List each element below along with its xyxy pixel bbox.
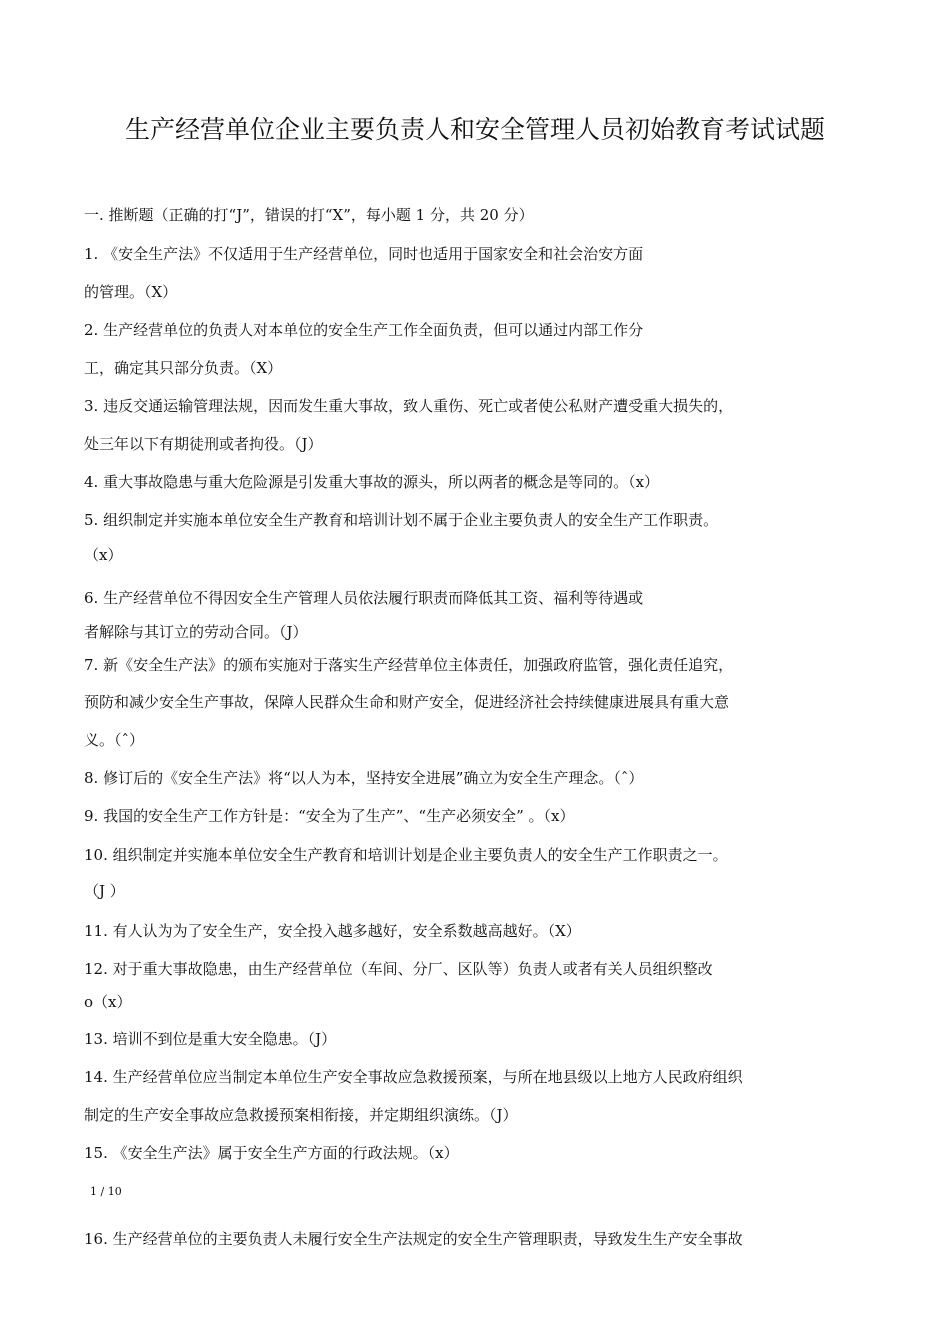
section-heading: 一. 推断题（正确的打“J”，错误的打“X”，每小题 1 分，共 20 分） (84, 206, 534, 224)
question-line: 6. 生产经营单位不得因安全生产管理人员依法履行职责而降低其工资、福利等待遇或 (84, 589, 644, 607)
question-line: 5. 组织制定并实施本单位安全生产教育和培训计划不属于企业主要负责人的安全生产工作职责。 (84, 511, 719, 529)
question-line: 14. 生产经营单位应当制定本单位生产安全事故应急救援预案，与所在地县级以上地方人民政府组织 (84, 1068, 743, 1086)
question-line: 9. 我国的安全生产工作方针是：“安全为了生产”、“生产必须安全” 。（x） (84, 807, 575, 825)
question-line: 13. 培训不到位是重大安全隐患。（J） (84, 1030, 337, 1048)
question-line: 工，确定其只部分负责。（X） (84, 359, 283, 377)
question-line: 的管理。（X） (84, 283, 178, 301)
question-line: 16. 生产经营单位的主要负责人未履行安全生产法规定的安全生产管理职责，导致发生生产安全事故 (84, 1230, 743, 1248)
question-line: 1. 《安全生产法》不仅适用于生产经营单位，同时也适用于国家安全和社会治安方面 (84, 245, 644, 263)
question-line: 8. 修订后的《安全生产法》将“以人为本，坚持安全进展”确立为安全生产理念。（ˆ） (84, 769, 644, 787)
question-line: o（x） (84, 993, 132, 1011)
page-number: 1 / 10 (90, 1185, 122, 1198)
question-line: 者解除与其订立的劳动合同。（J） (84, 623, 308, 641)
question-line: 10. 组织制定并实施本单位安全生产教育和培训计划是企业主要负责人的安全生产工作职责之一。 (84, 846, 728, 864)
document-title: 生产经营单位企业主要负责人和安全管理人员初始教育考试试题 (124, 115, 825, 144)
question-line: 2. 生产经营单位的负责人对本单位的安全生产工作全面负责，但可以通过内部工作分 (84, 321, 644, 339)
question-line: 3. 违反交通运输管理法规，因而发生重大事故，致人重伤、死亡或者使公私财产遭受重大损失的， (84, 397, 734, 415)
question-line: 4. 重大事故隐患与重大危险源是引发重大事故的源头，所以两者的概念是等同的。（x） (84, 473, 660, 491)
question-line: 义。（ˆ） (84, 731, 145, 749)
question-line: 处三年以下有期徒刑或者拘役。（J） (84, 435, 323, 453)
question-line: 7. 新《安全生产法》的颁布实施对于落实生产经营单位主体责任，加强政府监管，强化责任追究， (84, 656, 734, 674)
question-line: （J ） (84, 882, 125, 900)
question-line: 预防和减少安全生产事故，保障人民群众生命和财产安全，促进经济社会持续健康进展具有重大意 (84, 693, 730, 711)
question-line: （x） (84, 546, 123, 564)
question-line: 11. 有人认为为了安全生产，安全投入越多越好，安全系数越高越好。（X） (84, 922, 581, 940)
question-line: 15. 《安全生产法》属于安全生产方面的行政法规。（x） (84, 1144, 459, 1162)
question-line: 制定的生产安全事故应急救援预案相衔接，并定期组织演练。（J） (84, 1106, 518, 1124)
question-line: 12. 对于重大事故隐患，由生产经营单位（车间、分厂、区队等）负责人或者有关人员组织整改 (84, 960, 713, 978)
